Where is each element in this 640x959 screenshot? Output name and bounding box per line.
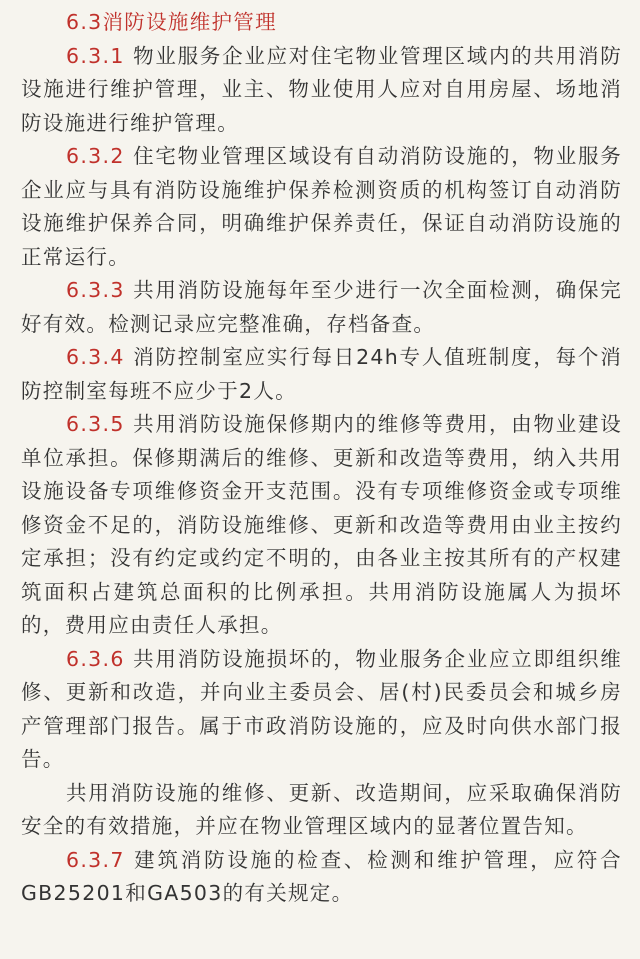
- paragraph-6-3-4: [21, 341, 622, 408]
- clause-number: 6.3.6: [66, 646, 125, 671]
- clause-text: 消防控制室应实行每日24h专人值班制度，每个消防控制室每班不应少于2人。: [21, 345, 622, 403]
- section-title: 6.3消防设施维护管理: [66, 10, 277, 34]
- clause-text: 共用消防设施的维修、更新、改造期间，应采取确保消防安全的有效措施，并应在物业管理区域内的显著位置告知。: [21, 780, 622, 838]
- paragraph-6-3-3: [21, 274, 622, 341]
- clause-number: 6.3.5: [66, 412, 125, 436]
- clause-number: 6.3.3: [66, 278, 125, 302]
- clause-text: 共用消防设施保修期内的维修等费用，由物业建设单位承担。保修期满后的维修、更新和改造等费用，纳入共用设施设备专项维修资金开支范围。没有专项维修资金或专项维修资金不足的，消防设施维修、更新和改造等费用由业主按约定承担；没有约定或约定不明的，由各业主按其所有的产权建筑面积占建筑总面积的比例承担。共用消防设施属人为损坏的，费用应由责任人承担。: [21, 412, 622, 637]
- clause-text: 共用消防设施每年至少进行一次全面检测，确保完好有效。检测记录应完整准确，存档备查。: [21, 278, 622, 336]
- clause-number: 6.3.2: [66, 144, 125, 168]
- clause-text: 物业服务企业应对住宅物业管理区域内的共用消防设施进行维护管理，业主、物业使用人应对自用房屋、场地消防设施进行维护管理。: [21, 43, 622, 135]
- paragraph-6-3-1: [21, 40, 622, 141]
- clause-text: 住宅物业管理区域设有自动消防设施的，物业服务企业应与具有消防设施维护保养检测资质的机构签订自动消防设施维护保养合同，明确维护保养责任，保证自动消防设施的正常运行。: [21, 144, 622, 269]
- clause-number: 6.3.4: [66, 345, 125, 369]
- paragraph-6-3-2: [21, 140, 622, 274]
- paragraph-6-3-7: [21, 844, 622, 911]
- paragraph-6-3-6-continued: [21, 777, 622, 844]
- paragraph-6-3-5: [21, 408, 622, 643]
- clause-text: 共用消防设施损坏的，物业服务企业应立即组织维修、更新和改造，并向业主委员会、居(村)民委员会和城乡房产管理部门报告。属于市政消防设施的，应及时向供水部门报告。: [21, 646, 622, 771]
- paragraph-6-3-6: [21, 643, 622, 777]
- clause-text: 建筑消防设施的检查、检测和维护管理，应符合GB25201和GA503的有关规定。: [21, 847, 622, 905]
- clause-number: 6.3.1: [66, 43, 125, 68]
- clause-number: 6.3.7: [66, 847, 125, 872]
